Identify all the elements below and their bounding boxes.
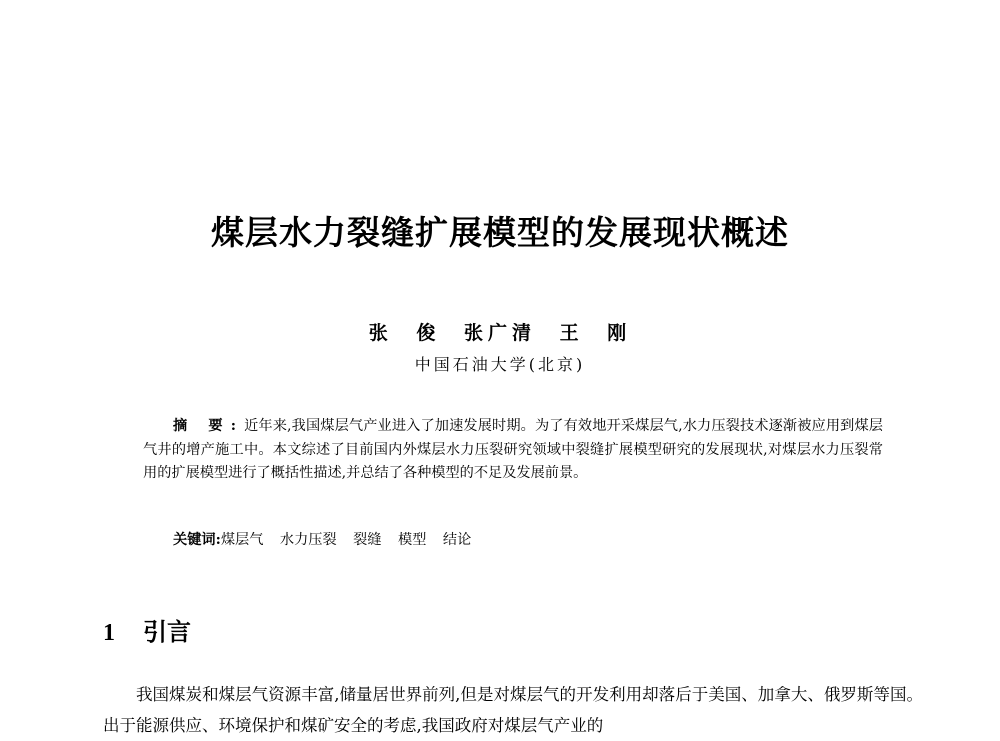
abstract-text: 近年来,我国煤层气产业进入了加速发展时期。为了有效地开采煤层气,水力压裂技术逐渐被应用到煤层气井的增产施工中。本文综述了目前国内外煤层水力压裂研究领域中裂缝扩展模型研究的发展现状,对煤层水力压裂常用的扩展模型进行了概括性描述,并总结了各种模型的不足及发展前景。 [143,418,883,481]
section-paragraph: 我国煤炭和煤层气资源丰富,储量居世界前列,但是对煤层气的开发利用却落后于美国、加拿大、俄罗斯等国。出于能源供应、环境保护和煤矿安全的考虑,我国政府对煤层气产业的 [103,685,923,735]
paper-title: 煤层水力裂缝扩展模型的发展现状概述 [211,213,789,252]
keywords-block [173,529,471,553]
section-heading [103,612,191,647]
author-affiliation: 中国石油大学(北京) [414,355,586,374]
section-title: 引言 [143,617,191,646]
section-number: 1 [103,620,115,646]
keywords-text: 煤层气 水力压裂 裂缝 模型 结论 [220,532,472,548]
abstract-label: 摘 要: [173,418,244,434]
abstract-block [143,415,883,486]
author-list: 张 俊 张广清 王 刚 [368,322,632,344]
keywords-label: 关键词: [173,532,221,548]
